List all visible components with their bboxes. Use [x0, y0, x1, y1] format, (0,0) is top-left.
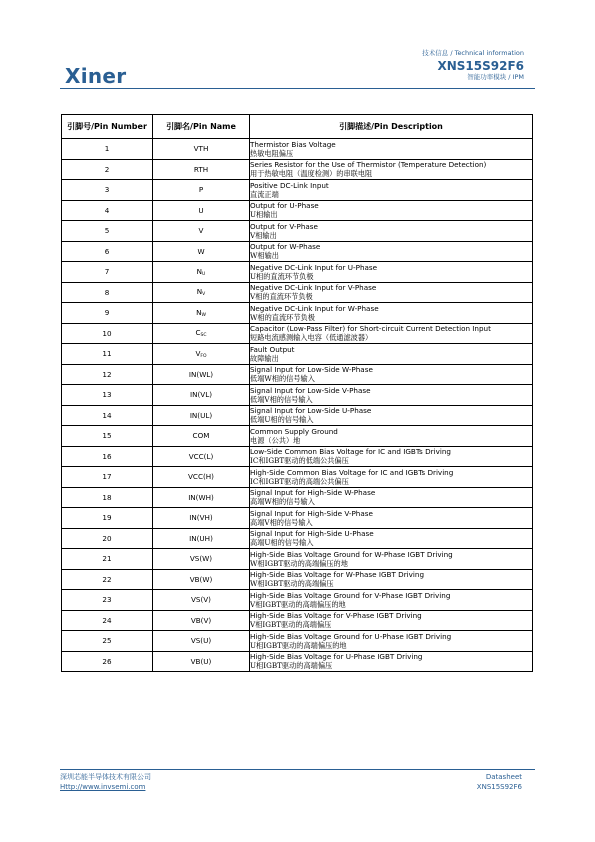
pin-name-subscript: FO [200, 353, 207, 359]
pin-number-cell: 7 [62, 262, 153, 283]
header-model: XNS15S92F6 [437, 59, 524, 73]
pin-description-en: Capacitor (Low-Pass Filter) for Short-circuit Current Detection Input [250, 324, 491, 334]
pin-description-cn: 故障输出 [250, 353, 279, 363]
table-row [62, 344, 533, 365]
pin-description-en: Series Resistor for the Use of Thermistor (Temperature Detection) [250, 160, 487, 170]
pin-number-cell: 6 [62, 241, 153, 262]
pin-name-cell: IN(WL) [153, 364, 250, 385]
pin-description-en: Negative DC-Link Input for U-Phase [250, 262, 378, 272]
pin-name-cell: IN(UH) [153, 528, 250, 549]
pin-description-en: High-Side Bias Voltage for V-Phase IGBT Driving [250, 611, 422, 621]
pin-name-cell: IN(VH) [153, 508, 250, 529]
table-row [62, 651, 533, 672]
pin-description-cell [250, 569, 533, 590]
pin-number-cell: 16 [62, 446, 153, 467]
pin-number-cell: 19 [62, 508, 153, 529]
pin-description-cell [250, 303, 533, 324]
header-info [422, 49, 524, 82]
pin-name-main: C [195, 328, 201, 338]
pin-description-cn: 低端V相的信号输入 [250, 394, 313, 404]
pin-description-cn: 短路电流感测输入电容（低通滤波器） [250, 333, 373, 343]
pin-description-cell [250, 610, 533, 631]
pin-number-cell: 15 [62, 426, 153, 447]
pin-description-cn: W相IGBT驱动的高端偏压 [250, 579, 334, 589]
table-row [62, 364, 533, 385]
pin-name-main: V [195, 348, 201, 358]
pin-name-cell: VS(U) [153, 631, 250, 652]
pin-name-cell [153, 323, 250, 344]
pin-description-cn: 用于热敏电阻（温度检测）的串联电阻 [250, 169, 373, 179]
pin-name-subscript: U [202, 271, 206, 277]
pin-name-cell: RTH [153, 159, 250, 180]
table-row [62, 282, 533, 303]
pin-description-cell [250, 180, 533, 201]
pin-description-en: Signal Input for High-Side U-Phase [250, 529, 374, 539]
footer-right [477, 772, 522, 792]
pin-description-cell [250, 631, 533, 652]
table-row [62, 323, 533, 344]
table-row [62, 446, 533, 467]
table-row [62, 385, 533, 406]
pin-name-cell: VB(W) [153, 569, 250, 590]
pin-description-cell [250, 241, 533, 262]
pin-description-en: Thermistor Bias Voltage [250, 139, 336, 149]
pin-description-cn: 高端V相的信号输入 [250, 517, 313, 527]
table-body [62, 139, 533, 672]
pin-name-cell [153, 303, 250, 324]
pin-description-en: High-Side Bias Voltage Ground for U-Phase IGBT Driving [250, 631, 452, 641]
table-row [62, 303, 533, 324]
pin-description-cn: V相的直流环节负极 [250, 292, 313, 302]
pin-description-cn: U相IGBT驱动的高端偏压的地 [250, 640, 347, 650]
pin-name-cell: COM [153, 426, 250, 447]
pin-description-en: High-Side Bias Voltage for U-Phase IGBT Driving [250, 652, 423, 662]
pin-number-cell: 24 [62, 610, 153, 631]
pin-number-cell: 13 [62, 385, 153, 406]
pin-number-cell: 8 [62, 282, 153, 303]
pin-description-en: Signal Input for High-Side W-Phase [250, 488, 376, 498]
pin-description-cell [250, 262, 533, 283]
pin-name-cell: U [153, 200, 250, 221]
footer-url-link[interactable]: Http://www.invsemi.com [60, 783, 146, 791]
pin-name-cell [153, 282, 250, 303]
pin-description-cell [250, 487, 533, 508]
footer-doc-model: XNS15S92F6 [476, 783, 522, 791]
pin-name-main: N [196, 287, 203, 297]
pin-description-cn: 高端W相的信号输入 [250, 497, 315, 507]
pin-name-cell: VB(V) [153, 610, 250, 631]
pin-name-subscript: SC [200, 333, 207, 339]
pin-description-cn: 低端W相的信号输入 [250, 374, 315, 384]
pin-number-cell: 22 [62, 569, 153, 590]
pin-description-cell [250, 221, 533, 242]
table-header-row [62, 115, 533, 139]
pin-description-cell [250, 282, 533, 303]
pin-description-cell [250, 426, 533, 447]
table-row [62, 590, 533, 611]
pin-description-cn: IC和IGBT驱动的低端公共偏压 [250, 456, 349, 466]
pin-number-cell: 20 [62, 528, 153, 549]
pin-description-cell [250, 405, 533, 426]
footer-divider [60, 769, 535, 770]
pin-description-cn: 直流正端 [250, 189, 279, 199]
pin-description-en: Output for V-Phase [250, 221, 318, 231]
pin-number-cell: 2 [62, 159, 153, 180]
pin-description-en: Positive DC-Link Input [250, 180, 329, 190]
pin-description-en: Negative DC-Link Input for W-Phase [250, 303, 379, 313]
footer-company: 深圳芯能半导体技术有限公司 [60, 773, 151, 781]
pin-name-main: N [196, 307, 202, 317]
pin-description-cell [250, 323, 533, 344]
table-row [62, 159, 533, 180]
pin-description-cell [250, 200, 533, 221]
pin-number-cell: 5 [62, 221, 153, 242]
pin-description-cell [250, 159, 533, 180]
pin-name-main: N [196, 266, 203, 276]
pin-description-cell [250, 467, 533, 488]
pin-description-cell [250, 446, 533, 467]
pin-description-cell [250, 344, 533, 365]
table-row [62, 467, 533, 488]
header-pin-description: 引脚描述/Pin Description [250, 115, 533, 139]
pin-description-cell [250, 528, 533, 549]
header-subtitle: 智能功率模块 / IPM [467, 73, 524, 81]
pin-name-cell: VS(V) [153, 590, 250, 611]
pin-description-cell [250, 385, 533, 406]
pin-number-cell: 23 [62, 590, 153, 611]
pin-name-cell: VCC(L) [153, 446, 250, 467]
header-pin-number: 引脚号/Pin Number [62, 115, 153, 139]
table-row [62, 405, 533, 426]
pin-description-cn: U相IGBT驱动的高端偏压 [250, 661, 333, 671]
pin-number-cell: 17 [62, 467, 153, 488]
pin-description-en: High-Side Bias Voltage for W-Phase IGBT Driving [250, 570, 425, 580]
table-row [62, 200, 533, 221]
header-category: 技术信息 / Technical information [422, 49, 524, 57]
table-row [62, 569, 533, 590]
pin-description-en: Fault Output [250, 344, 295, 354]
pin-name-cell [153, 344, 250, 365]
pin-description-cn: 低端U相的信号输入 [250, 415, 314, 425]
table-row [62, 139, 533, 160]
pin-name-cell: W [153, 241, 250, 262]
pin-description-cell [250, 651, 533, 672]
pin-name-cell: VB(U) [153, 651, 250, 672]
pin-description-en: Negative DC-Link Input for V-Phase [250, 283, 377, 293]
pin-number-cell: 26 [62, 651, 153, 672]
pin-description-cn: 热敏电阻偏压 [250, 148, 294, 158]
pin-description-en: Common Supply Ground [250, 426, 338, 436]
pin-description-cn: U相输出 [250, 210, 278, 220]
header-divider [60, 88, 535, 89]
pin-name-cell: P [153, 180, 250, 201]
pin-number-cell: 11 [62, 344, 153, 365]
table-row [62, 262, 533, 283]
pin-description-cn: V相输出 [250, 230, 277, 240]
pin-description-cn: U相的直流环节负极 [250, 271, 314, 281]
pin-description-cell [250, 364, 533, 385]
pin-description-en: High-Side Common Bias Voltage for IC and IGBTs Driving [250, 467, 454, 477]
pin-description-en: Low-Side Common Bias Voltage for IC and IGBTs Driving [250, 447, 451, 457]
pin-number-cell: 14 [62, 405, 153, 426]
pin-number-cell: 3 [62, 180, 153, 201]
pin-description-en: Output for U-Phase [250, 201, 319, 211]
pin-description-cn: IC和IGBT驱动的高端公共偏压 [250, 476, 349, 486]
pin-name-cell: VTH [153, 139, 250, 160]
pin-number-cell: 12 [62, 364, 153, 385]
pin-description-en: Signal Input for Low-Side U-Phase [250, 406, 372, 416]
pin-number-cell: 4 [62, 200, 153, 221]
pin-number-cell: 18 [62, 487, 153, 508]
pin-name-cell: V [153, 221, 250, 242]
pin-name-cell: IN(WH) [153, 487, 250, 508]
pin-name-cell [153, 262, 250, 283]
table-row [62, 610, 533, 631]
pin-description-cell [250, 590, 533, 611]
pin-description-en: High-Side Bias Voltage Ground for V-Phase IGBT Driving [250, 590, 451, 600]
pin-number-cell: 1 [62, 139, 153, 160]
footer-doc-type: Datasheet [485, 773, 522, 781]
table-row [62, 549, 533, 570]
pin-name-subscript: V [202, 292, 206, 298]
pin-description-cn: V相IGBT驱动的高端偏压 [250, 620, 332, 630]
pin-description-en: Signal Input for Low-Side W-Phase [250, 365, 373, 375]
pin-description-en: High-Side Bias Voltage Ground for W-Phase IGBT Driving [250, 549, 453, 559]
pin-description-en: Output for W-Phase [250, 242, 321, 252]
pin-description-cn: 高端U相的信号输入 [250, 538, 314, 548]
company-logo: Xiner [65, 64, 127, 88]
pin-description-cell [250, 139, 533, 160]
footer-left [60, 772, 151, 792]
table-row [62, 221, 533, 242]
table-row [62, 487, 533, 508]
pin-description-en: Signal Input for High-Side V-Phase [250, 508, 373, 518]
pin-description-table [61, 114, 533, 672]
table-row [62, 528, 533, 549]
pin-description-cell [250, 549, 533, 570]
pin-number-cell: 10 [62, 323, 153, 344]
table-row [62, 241, 533, 262]
pin-name-cell: IN(UL) [153, 405, 250, 426]
table-row [62, 180, 533, 201]
pin-description-cell [250, 508, 533, 529]
table-row [62, 631, 533, 652]
pin-number-cell: 25 [62, 631, 153, 652]
pin-name-subscript: W [201, 312, 206, 318]
pin-name-cell: VCC(H) [153, 467, 250, 488]
pin-description-cn: W相IGBT驱动的高端偏压的地 [250, 558, 348, 568]
pin-description-cn: V相IGBT驱动的高端偏压的地 [250, 599, 346, 609]
table-row [62, 426, 533, 447]
pin-number-cell: 9 [62, 303, 153, 324]
pin-description-en: Signal Input for Low-Side V-Phase [250, 385, 371, 395]
pin-number-cell: 21 [62, 549, 153, 570]
header-pin-name: 引脚名/Pin Name [153, 115, 250, 139]
table-row [62, 508, 533, 529]
pin-name-cell: VS(W) [153, 549, 250, 570]
pin-description-cn: 电源（公共）地 [250, 435, 301, 445]
pin-name-cell: IN(VL) [153, 385, 250, 406]
pin-description-cn: W相的直流环节负极 [250, 312, 315, 322]
pin-description-cn: W相输出 [250, 251, 279, 261]
